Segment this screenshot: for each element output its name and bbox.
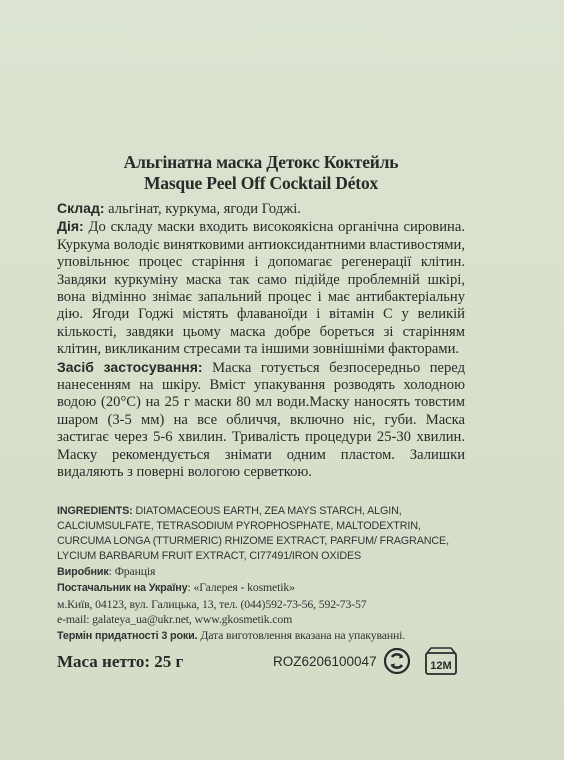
producer-label: Виробник — [57, 565, 109, 578]
supplier-email: e-mail: galateya_ua@ukr.net, www.gkosmetik.com — [57, 612, 293, 627]
net-mass: Маса нетто: 25 г — [57, 652, 184, 671]
action-label: Дія: — [57, 218, 84, 235]
usage-label: Засіб застосування: — [57, 358, 203, 375]
producer-line — [57, 564, 465, 581]
ingredients-paragraph — [57, 504, 465, 564]
title-french: Masque Peel Off Cocktail Détox — [143, 173, 379, 193]
ingredients-label: INGREDIENTS: — [57, 504, 133, 517]
action-paragraph — [57, 218, 465, 358]
ingredients-text: DIATOMACEOUS EARTH, ZEA MAYS STARCH, ALGIN, CALCIUMSULFATE, TETRASODIUM PYROPHOSPHATE, MALTODEXTRIN, CURCUMA LONGA (TTURMERIC) RHIZOME EXTRACT, PARFUM/ FRAGRANCE, LYCIUM BARBARUM FRUIT EXTRACT, CI77491/IRON OXIDES — [57, 504, 449, 562]
shelf-life-line — [57, 628, 465, 645]
supplier-line — [57, 580, 465, 597]
product-code: ROZ6206100047 — [273, 654, 377, 669]
description-block — [57, 200, 465, 482]
usage-text: Маска готується безпосередньо перед нанесенням на шкіру. Вміст упакування розводять холодною водою (20°С) на 25 г маски 80 мл води.Маску наносять товстим шаром (3-5 мм) на все обличчя, включно ніс, губи. Маска застигає через 5-6 хвилин. Тривалість процедури 25-30 хвилин. Маску рекомендується знімати одним пластом. Залишки видаляють з поверні вологою серветкою. — [57, 359, 466, 481]
composition-text: альгінат, куркума, ягоди Годжі. — [104, 201, 301, 217]
recycle-icon — [384, 648, 410, 674]
producer-text: : Франція — [108, 563, 156, 578]
supplier-address: м.Київ, 04123, вул. Галицька, 13, тел. (044)592-73-56, 592-73-57 — [57, 596, 367, 611]
supplier-label: Постачальник на Україну — [57, 582, 188, 595]
label-text-block — [57, 152, 465, 644]
footer-row — [57, 648, 467, 678]
composition-paragraph — [57, 200, 465, 218]
usage-paragraph — [57, 359, 465, 482]
shelf-life-text: Дата виготовлення вказана на упакуванні. — [197, 627, 406, 642]
action-text: До складу маски входить високоякісна органічна сировина. Куркума володіє винятковими антиоксидантними властивостями, уповільнює процес старіння і допомагає регенерації клітин. Завдяки куркуміну маска так само підійде проблемній шкірі, вона відмінно знімає запальний процес і має антибактеріальну дію. Ягоди Годжі містять флаваноїди і вітамін С у великій кількості, завдяки цьому маска добре бореться зі старінням клітин, викликаним стресами та іншими зовнішніми факторами. — [57, 219, 465, 358]
supplier-text: : «Галерея - kosmetik» — [187, 580, 295, 595]
pao-label: 12M — [430, 660, 452, 672]
title-ukrainian: Альгінатна маска Детокс Коктейль — [123, 152, 399, 172]
shelf-life-label: Термін придатності 3 роки. — [57, 629, 198, 642]
composition-label: Склад: — [57, 200, 105, 216]
pao-jar-icon — [423, 646, 459, 676]
ingredients-block — [57, 504, 465, 645]
